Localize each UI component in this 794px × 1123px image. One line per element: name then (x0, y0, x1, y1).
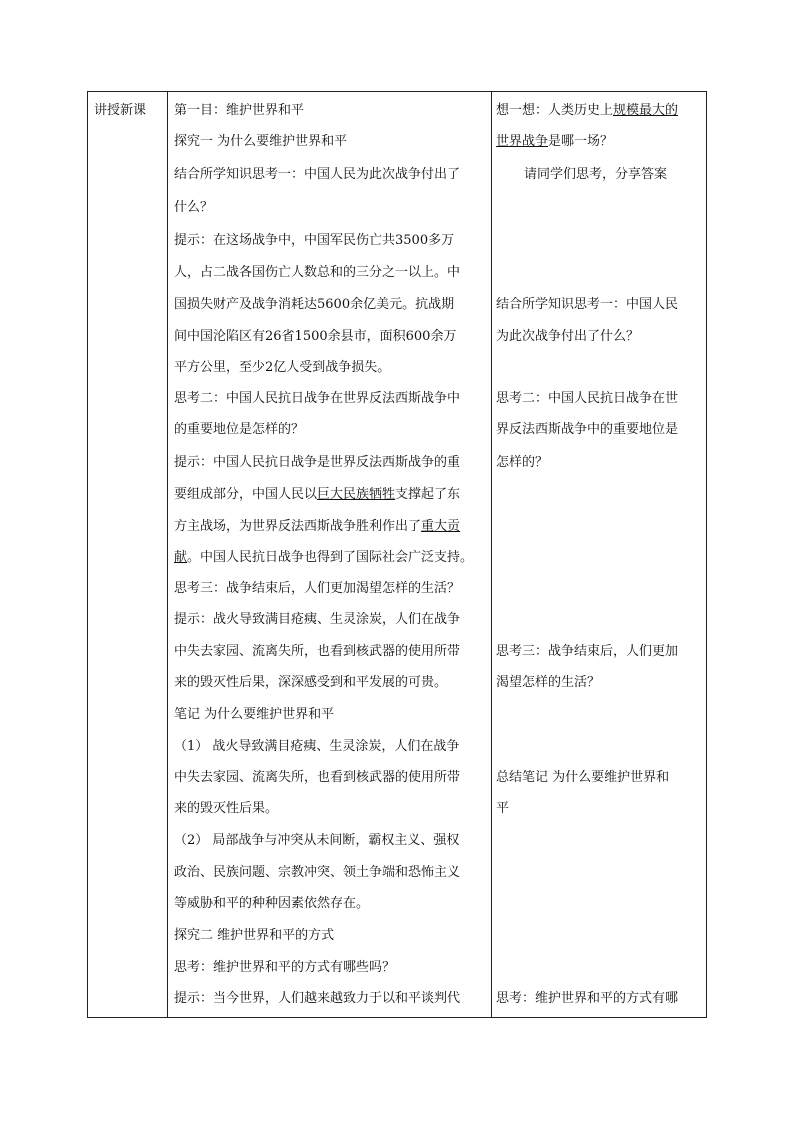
text-line (174, 549, 473, 567)
text-line: 结合所学知识思考一：中国人民为此次战争付出了 (174, 167, 461, 182)
text-line: 平方公里，至少2亿人受到战争损失。 (174, 360, 391, 375)
text-line: 间中国沦陷区有26省1500余县市，面积600余万 (174, 329, 457, 344)
section-label: 讲授新课 (94, 103, 147, 118)
text-line: 第一目：维护世界和平 (174, 103, 305, 118)
text-line: 的重要地位是怎样的？ (174, 422, 305, 437)
text-line: 什么？ (174, 200, 214, 215)
text-line: 为此次战争付出了什么？ (496, 329, 640, 344)
text-line: 怎样的？ (496, 455, 549, 470)
text-line: 中失去家园、流离失所，也看到核武器的使用所带 (174, 770, 461, 785)
text-line: 提示：战火导致满目疮痍、生灵涂炭，人们在战争 (174, 612, 461, 627)
underlined-text: 重大贡 (421, 519, 461, 534)
text-line (496, 102, 678, 120)
text-line: 中失去家园、流离失所，也看到核武器的使用所带 (174, 644, 461, 659)
underlined-text: 巨大民族牺牲 (317, 487, 396, 502)
text-line: 请同学们思考，分享答案 (524, 167, 668, 182)
text-line (496, 133, 613, 151)
text-line: 思考二：中国人民抗日战争在世 (496, 391, 679, 406)
column-divider-2 (491, 92, 492, 1017)
text-line: 思考三：战争结束后，人们更加 (496, 644, 679, 659)
text-line (174, 518, 460, 536)
text-line (174, 486, 460, 504)
text-line: 结合所学知识思考一：中国人民 (496, 297, 679, 312)
column-divider-1 (167, 92, 168, 1017)
text-line: 等威胁和平的种种因素依然存在。 (174, 896, 370, 911)
text-segment: 要组成部分，中国人民以 (174, 487, 318, 502)
text-segment: 支撑起了东 (395, 487, 461, 502)
text-line: 探究一 为什么要维护世界和平 (174, 134, 348, 149)
text-segment: 想一想：人类历史上 (496, 103, 614, 118)
text-segment: 是哪一场？ (548, 134, 614, 149)
text-line: 来的毁灭性后果。 (174, 801, 279, 816)
lesson-table (87, 91, 707, 1018)
text-line: 思考二：中国人民抗日战争在世界反法西斯战争中 (174, 391, 461, 406)
text-line: 探究二 维护世界和平的方式 (174, 928, 335, 943)
text-line: （1） 战火导致满目疮痍、生灵涂炭，人们在战争 (174, 739, 460, 754)
underlined-text: 规模最大的 (613, 103, 679, 118)
text-segment: 。中国人民抗日战争也得到了国际社会广泛支持。 (187, 550, 474, 565)
text-line: 提示：在这场战争中，中国军民伤亡共3500多万 (174, 233, 455, 248)
text-line: 平 (496, 801, 510, 816)
text-line: 思考：维护世界和平的方式有哪些吗？ (174, 960, 396, 975)
text-line: 总结笔记 为什么要维护世界和 (496, 770, 670, 785)
text-line: 政治、民族问题、宗教冲突、领土争端和恐怖主义 (174, 865, 461, 880)
underlined-text: 世界战争 (496, 134, 549, 149)
text-line: 思考：维护世界和平的方式有哪 (496, 991, 679, 1006)
text-line: 提示：中国人民抗日战争是世界反法西斯战争的重 (174, 455, 461, 470)
text-line: 界反法西斯战争中的重要地位是 (496, 422, 679, 437)
text-line: 思考三：战争结束后，人们更加渴望怎样的生活？ (174, 581, 461, 596)
text-segment: 方主战场，为世界反法西斯战争胜利作出了 (174, 519, 422, 534)
text-line: （2） 局部战争与冲突从未间断，霸权主义、强权 (174, 833, 460, 848)
text-line: 渴望怎样的生活？ (496, 675, 601, 690)
underlined-text: 献 (174, 550, 188, 565)
text-line: 来的毁灭性后果，深深感受到和平发展的可贵。 (174, 675, 448, 690)
text-line: 笔记 为什么要维护世界和平 (174, 707, 335, 722)
text-line: 提示：当今世界，人们越来越致力于以和平谈判代 (174, 991, 461, 1006)
text-line: 国损失财产及战争消耗达5600余亿美元。抗战期 (174, 297, 455, 312)
text-line: 人，占二战各国伤亡人数总和的三分之一以上。中 (174, 265, 461, 280)
